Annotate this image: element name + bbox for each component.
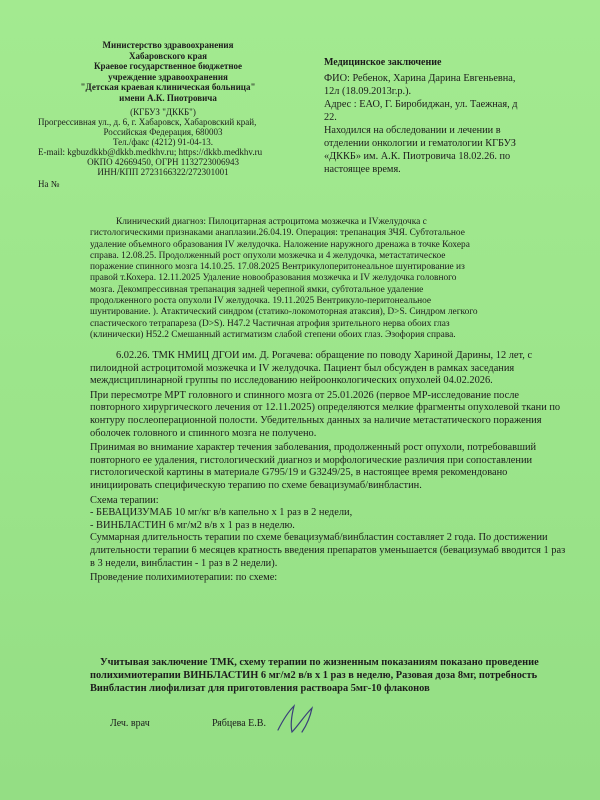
tmk-paragraph: 6.02.26. ТМК НМИЦ ДГОИ им. Д. Рогачева: обращение по поводу Хариной Дарины, 12 лет, с пилоидной астроцитомой мозжечка и IV желудочка. Пациент был обсужден в рамках заседания междисциплинарной группы по исследованию нейроонкологических опухолей 04.02.2026. <box>90 350 533 387</box>
stay-line-2: отделении онкологии и гематологии КГБУЗ <box>324 138 516 149</box>
okpo-line: ОКПО 42669450, ОГРН 1132723006943 <box>87 157 239 167</box>
scheme-heading: Схема терапии: <box>90 494 159 506</box>
doctor-role: Леч. врач <box>110 718 150 729</box>
diagnosis-line: поражение спинного мозга 14.10.25. 17.08.2025 Вентрикулоперитонеальное шунтирование из <box>90 262 465 273</box>
conclusion-title: Медицинское заключение <box>324 57 442 68</box>
diagnosis-line: спастического тетрапареза (D>S). H47.2 Частичная атрофия зрительного нерва обоих глаз <box>90 318 450 329</box>
reference-number-label: На № <box>38 179 60 189</box>
patient-address-line-2: 22. <box>324 112 337 123</box>
mri-paragraph: При пересмотре МРТ головного и спинного мозга от 25.01.2026 (первое МР-исследование после повторного хирургического лечения от 12.11.2025) определяются мелкие фрагменты опухолевой ткани по контуру послеоперационной полости. Убедительных данных за наличие метастатического поражения оболочек головного и спинного мозга не получено. <box>90 389 561 439</box>
conclusion-block <box>324 56 564 176</box>
email-line: E-mail: kgbuzdkkb@dkkb.medkhv.ru; https://dkkb.medkhv.ru <box>38 147 263 157</box>
diagnosis-line: Клинический диагноз: Пилоцитарная астроцитома мозжечка и IVжелудочка с <box>116 217 427 227</box>
stay-line-3: «ДККБ» им. А.К. Пиотровича 18.02.26. по <box>324 151 511 162</box>
final-conclusion-text: Учитывая заключение ТМК, схему терапии по жизненным показаниям показано проведение полихимиотерапии ВИНБЛАСТИН 6 мг/м2 в/в х 1 раз в неделю, Разовая доза 8мг, потребность Винбластин лиофилизат для приготовления раствоара 5мг-10 флаконов <box>90 657 539 694</box>
institution-line-1: Министерство здравоохранения <box>102 40 234 50</box>
institution-abbr: (КГБУЗ "ДККБ") <box>130 107 196 117</box>
clinical-diagnosis <box>90 217 568 341</box>
institution-line-5: "Детская краевая клиническая больница" <box>80 82 256 92</box>
institution-line-4: учреждение здравоохранения <box>108 71 228 82</box>
institution-line-3: Краевое государственное бюджетное <box>93 61 243 71</box>
institution-line-2: Хабаровского края <box>129 50 207 61</box>
diagnosis-line: справа. 12.08.25. Продолженный рост опухоли мозжечка и 4 желудочка, метастатическое <box>90 250 446 261</box>
stay-line-1: Находился на обследовании и лечении в <box>324 125 501 136</box>
stay-line-4: настоящее время. <box>324 164 401 175</box>
duration-paragraph: Суммарная длительность терапии по схеме бевацизумаб/винбластин составляет 2 года. По достижении длительности терапии 6 месяцев кратность введения препаратов уменьшается (бевацизумаб вводится 1 раз в 3 недели, винбластин - 1 раз в 2 недели). <box>90 532 566 569</box>
inn-line: ИНН/КПП 2723166322/272301001 <box>97 167 229 177</box>
phone-line: Тел./факс (4212) 91-04-13. <box>112 137 214 147</box>
doctor-name: Рябцева Е.В. <box>212 718 266 729</box>
diagnosis-line: продолженного роста опухоли IV желудочка. 19.11.2025 Вентрикуло-перитонеальное <box>90 296 432 307</box>
patient-age-line: 12л (18.09.2013г.р.). <box>324 86 412 97</box>
diagnosis-line: гистологическими признаками анаплазии.26.04.19. Операция: трепанация ЗЧЯ. Субтотальное <box>90 228 465 239</box>
patient-address-line: Адрес : ЕАО, Г. Биробиджан, ул. Таежная, д <box>324 99 518 110</box>
institution-contacts <box>38 107 288 189</box>
recommendation-paragraph: Принимая во внимание характер течения заболевания, продолженный рост опухоли, потребовавший повторного ее удаления, гистологический диагноз и морфологические различия при сопоставлении гистологической картины в материале G795/19 и G3249/25, в настоящее время рекомендовано инициировать специфическую терапию по схеме бевацизумаб/винбластин. <box>90 442 537 491</box>
handwritten-signature <box>272 700 322 736</box>
institution-line-6: имени А.К. Пиотровича <box>119 92 217 103</box>
institution-header <box>38 40 288 189</box>
diagnosis-line: удаление объемного образования IV желудочка. Наложение наружного дренажа в точке Кохера <box>90 239 470 250</box>
diagnosis-line: (клинически) H52.2 Смешанный астигматизм слабой степени обоих глаз. Эзофория справа. <box>90 329 456 340</box>
chemotherapy-line: Проведение полихимиотерапии: по схеме: <box>90 572 278 584</box>
diagnosis-line: мозга. Декомпрессивная трепанация задней черепной ямки, субтотальное удаление <box>90 284 424 295</box>
address-line-1: Прогрессивная ул., д. 6, г. Хабаровск, Хабаровский край, <box>38 117 257 127</box>
address-line-2: Российская Федерация, 680003 <box>103 127 223 137</box>
scheme-item-vinblastine: - ВИНБЛАСТИН 6 мг/м2 в/в х 1 раз в неделю. <box>90 519 295 531</box>
diagnosis-line: шунтирование. ). Атактический синдром (статико-локомоторная атаксия), D>S. Синдром легкого <box>90 307 478 318</box>
final-conclusion <box>90 656 568 695</box>
diagnosis-line: правой т.Кохера. 12.11.2025 Удаление новообразования мозжечка и IV желудочка головного <box>90 273 457 284</box>
treatment-recommendations <box>90 350 568 587</box>
patient-name-line: ФИО: Ребенок, Харина Дарина Евгеньевна, <box>324 73 516 84</box>
scheme-item-bevacizumab: - БЕВАЦИЗУМАБ 10 мг/кг в/в капельно х 1 раз в 2 недели, <box>90 507 353 519</box>
